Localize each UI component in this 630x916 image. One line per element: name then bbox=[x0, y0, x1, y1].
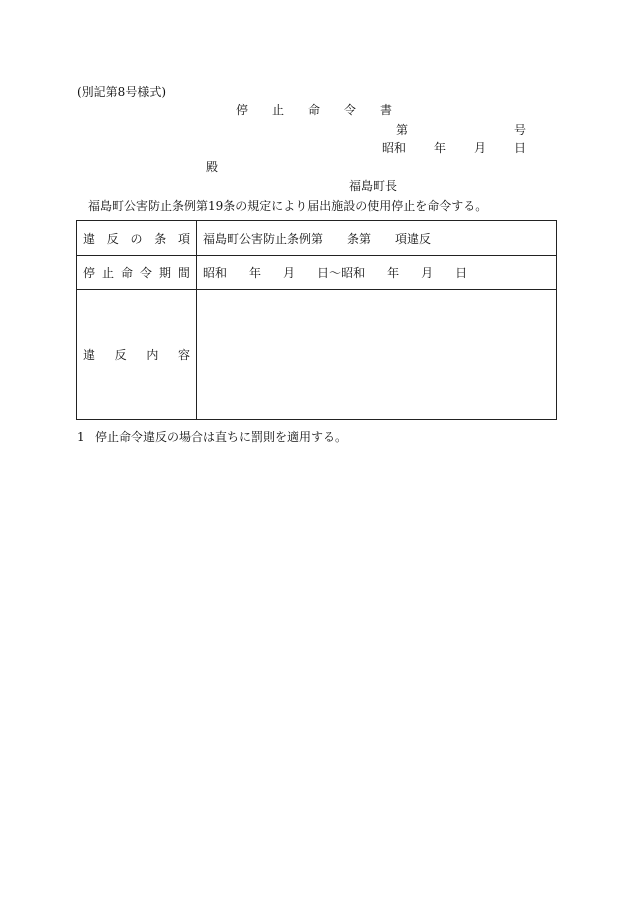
title-char: 止 bbox=[271, 103, 284, 117]
header-char: 令 bbox=[139, 266, 152, 280]
issue-date-line bbox=[382, 140, 526, 156]
header-char: の bbox=[130, 231, 143, 246]
table-row-order-period bbox=[77, 256, 557, 290]
document-title bbox=[236, 102, 392, 118]
end-era: 昭和 bbox=[341, 266, 366, 280]
title-char: 停 bbox=[236, 103, 249, 117]
title-char: 令 bbox=[343, 103, 356, 117]
start-day: 日〜 bbox=[317, 266, 342, 280]
header-char: 項 bbox=[177, 231, 190, 246]
number-prefix: 第 bbox=[396, 123, 409, 137]
end-year: 年 bbox=[387, 266, 400, 280]
end-day: 日 bbox=[455, 266, 468, 280]
start-year: 年 bbox=[249, 266, 262, 280]
number-suffix: 号 bbox=[513, 123, 526, 137]
header-char: 停 bbox=[83, 266, 96, 280]
table-row-violation-clause bbox=[77, 221, 557, 256]
header-char: 反 bbox=[114, 348, 127, 362]
item-text: 項違反 bbox=[395, 231, 432, 246]
footnote-text: 停止命令違反の場合は直ちに罰則を適用する。 bbox=[95, 430, 348, 444]
form-number-label: (別記第8号様式) bbox=[77, 85, 166, 99]
header-char: 条 bbox=[154, 231, 167, 246]
issuer-name: 福島町長 bbox=[349, 179, 398, 193]
start-month: 月 bbox=[283, 266, 296, 280]
article-text: 条第 bbox=[347, 231, 372, 246]
header-char: 内 bbox=[146, 348, 159, 362]
header-char: 命 bbox=[120, 266, 133, 280]
header-order-period bbox=[77, 256, 197, 290]
addressee-suffix: 殿 bbox=[206, 160, 219, 174]
header-char: 違 bbox=[83, 231, 96, 246]
document-number-line bbox=[396, 122, 526, 138]
order-statement: 福島町公害防止条例第19条の規定により届出施設の使用停止を命令する。 bbox=[88, 199, 488, 213]
header-char: 止 bbox=[101, 266, 114, 280]
value-violation-clause bbox=[197, 221, 557, 256]
date-year: 年 bbox=[433, 141, 446, 155]
header-char: 違 bbox=[83, 348, 96, 362]
title-char: 命 bbox=[307, 103, 320, 117]
date-month: 月 bbox=[473, 141, 486, 155]
value-order-period bbox=[197, 256, 557, 290]
header-violation-details bbox=[77, 290, 197, 420]
header-char: 期 bbox=[158, 266, 171, 280]
date-era: 昭和 bbox=[382, 141, 407, 155]
end-month: 月 bbox=[421, 266, 434, 280]
header-violation-clause bbox=[77, 221, 197, 256]
table-row-violation-details bbox=[77, 290, 557, 420]
date-day: 日 bbox=[513, 141, 526, 155]
start-era: 昭和 bbox=[203, 266, 228, 280]
value-violation-details bbox=[197, 290, 557, 420]
order-details-table bbox=[76, 220, 557, 420]
header-char: 反 bbox=[106, 231, 119, 246]
ordinance-text: 福島町公害防止条例第 bbox=[203, 231, 324, 246]
title-char: 書 bbox=[379, 103, 392, 117]
header-char: 容 bbox=[177, 348, 190, 362]
footnote-number: 1 bbox=[77, 430, 85, 444]
header-char: 間 bbox=[177, 266, 190, 280]
footnote bbox=[77, 429, 347, 445]
